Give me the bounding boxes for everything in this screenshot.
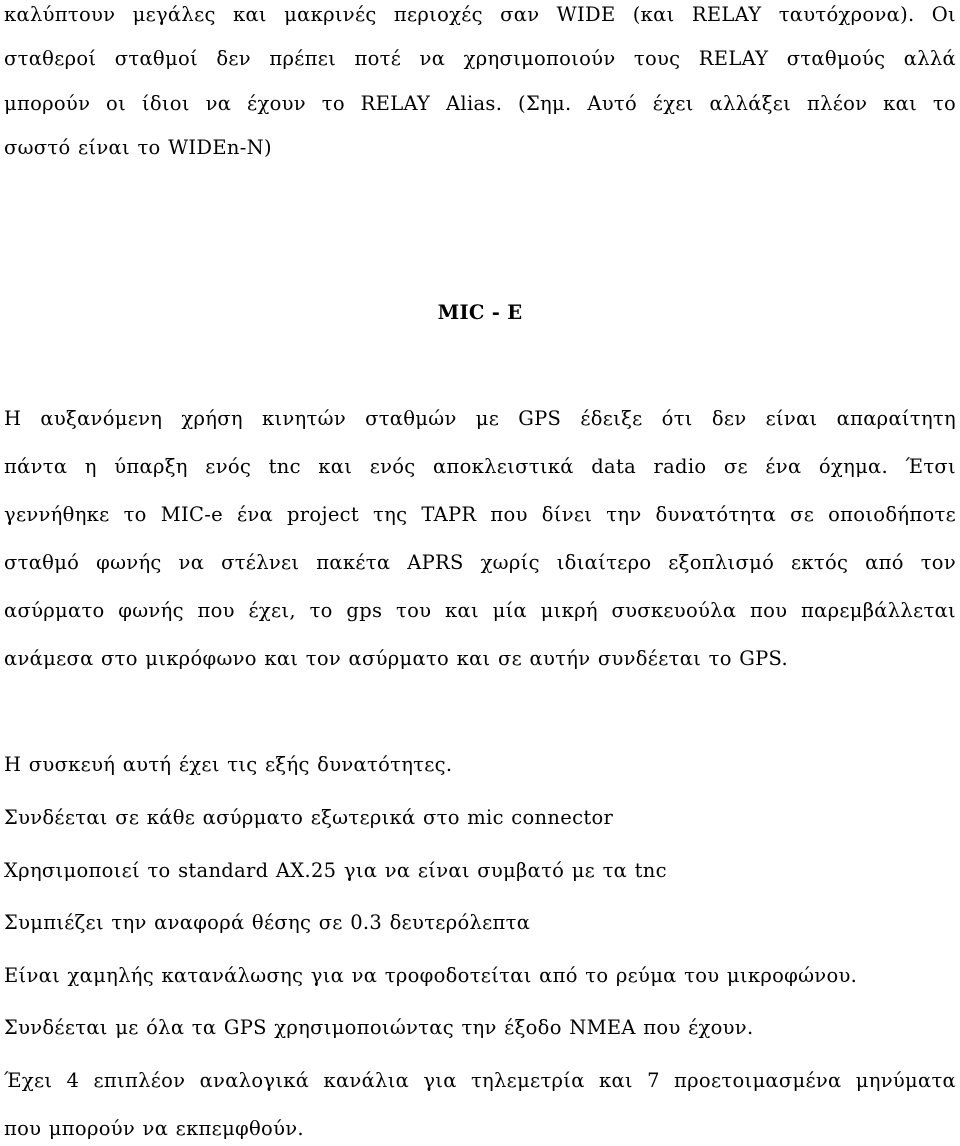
body-line-5: ασύρματο φωνής που έχει, το gps του και μία μικρή συσκευούλα που παρεμβάλλεται	[4, 599, 956, 622]
body-line-6: ανάμεσα στο μικρόφωνο και τον ασύρματο και σε αυτήν συνδέεται το GPS.	[4, 647, 788, 670]
intro-line-1: καλύπτουν μεγάλες και μακρινές περιοχές σαν WIDE (και RELAY ταυτόχρονα). Οι	[4, 3, 956, 26]
body-line-3: γεννήθηκε το MIC-e ένα project της TAPR που δίνει την δυνατότητα σε οποιοδήποτε	[4, 503, 956, 526]
document-page	[4, 0, 956, 1146]
intro-line-2: σταθεροί σταθμοί δεν πρέπει ποτέ να χρησιμοποιούν τους RELAY σταθμούς αλλά	[4, 47, 956, 70]
final-line-1: Έχει 4 επιπλέον αναλογικά κανάλια για τηλεμετρία και 7 προετοιμασμένα μηνύματα	[4, 1069, 956, 1092]
body-line-1: Η αυξανόμενη χρήση κινητών σταθμών με GPS έδειξε ότι δεν είναι απαραίτητη	[4, 407, 956, 430]
capability-item-1: Συνδέεται σε κάθε ασύρματο εξωτερικά στο mic connector	[4, 806, 614, 829]
body-line-2: πάντα η ύπαρξη ενός tnc και ενός αποκλειστικά data radio σε ένα όχημα. Έτσι	[4, 455, 956, 478]
final-line-2: που μπορούν να εκπεμφθούν.	[4, 1117, 304, 1140]
capability-item-2: Χρησιμοποιεί το standard AX.25 για να είναι συμβατό με τα tnc	[4, 859, 667, 882]
capability-item-4: Είναι χαμηλής κατανάλωσης για να τροφοδοτείται από το ρεύμα του μικροφώνου.	[4, 964, 858, 987]
capability-item-3: Συμπιέζει την αναφορά θέσης σε 0.3 δευτερόλεπτα	[4, 911, 531, 934]
capability-item-5: Συνδέεται με όλα τα GPS χρησιμοποιώντας την έξοδο NMEA που έχουν.	[4, 1016, 754, 1039]
capabilities-intro: Η συσκευή αυτή έχει τις εξής δυνατότητες.	[4, 753, 453, 776]
intro-line-4: σωστό είναι το WIDEn-N)	[4, 136, 272, 159]
section-heading: MIC - E	[437, 301, 523, 324]
body-line-4: σταθμό φωνής να στέλνει πακέτα APRS χωρίς ιδιαίτερο εξοπλισμό εκτός από τον	[4, 551, 956, 574]
intro-line-3: μπορούν οι ίδιοι να έχουν το RELAY Alias. (Σημ. Αυτό έχει αλλάξει πλέον και το	[4, 92, 956, 115]
